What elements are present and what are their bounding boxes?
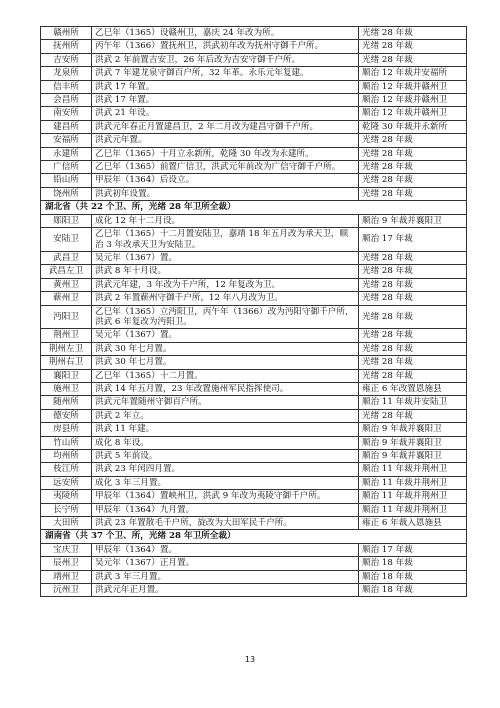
garrison-name: 武昌卫 (41, 251, 92, 264)
table-row (41, 265, 467, 278)
garrison-abolition: 顺治 11 年裁并荆州卫 (359, 503, 467, 516)
table-row (41, 369, 467, 382)
garrison-abolition: 光绪 28 年裁 (359, 161, 467, 174)
garrison-abolition: 光绪 28 年裁 (359, 27, 467, 40)
garrison-history: 洪武 14 年五月置，23 年改置施州军民指挥使司。 (92, 382, 359, 395)
garrison-table-body (41, 27, 467, 597)
garrison-name: 宝庆卫 (41, 543, 92, 556)
table-row (41, 120, 467, 133)
garrison-name: 竹山所 (41, 436, 92, 449)
table-row (41, 570, 467, 583)
garrison-name: 夷陵所 (41, 490, 92, 503)
garrison-name: 蕲州卫 (41, 292, 92, 305)
garrison-abolition: 顺治 18 年裁 (359, 570, 467, 583)
garrison-abolition: 顺治 9 年裁并襄阳卫 (359, 436, 467, 449)
garrison-abolition: 光绪 28 年裁 (359, 305, 467, 329)
table-row (41, 329, 467, 342)
garrison-history: 乙巳年（1365）前置广信卫，洪武元年前改为广信守御千户所。 (92, 161, 359, 174)
garrison-name: 辰州卫 (41, 557, 92, 570)
garrison-history: 洪武 8 年十月设。 (92, 265, 359, 278)
garrison-abolition: 光绪 28 年裁 (359, 409, 467, 422)
garrison-history: 洪武 23 年置散毛千户所，旋改为大田军民千户所。 (92, 517, 359, 530)
table-row (41, 305, 467, 329)
table-row (41, 161, 467, 174)
garrison-name: 吉安所 (41, 53, 92, 66)
table-row (41, 409, 467, 422)
garrison-name: 德安所 (41, 409, 92, 422)
garrison-abolition: 顺治 18 年裁 (359, 584, 467, 597)
garrison-history: 甲辰年（1364）置峡州卫，洪武 9 年改为夷陵守御千户所。 (92, 490, 359, 503)
garrison-history: 洪武 5 年前设。 (92, 450, 359, 463)
garrison-abolition: 光绪 28 年裁 (359, 187, 467, 200)
table-row (41, 147, 467, 160)
garrison-history: 洪武 17 年置。 (92, 80, 359, 93)
table-row (41, 67, 467, 80)
province-header-row (41, 201, 467, 214)
garrison-name: 荆州卫 (41, 329, 92, 342)
garrison-history: 洪武 21 年设。 (92, 107, 359, 120)
garrison-name: 铅山所 (41, 174, 92, 187)
table-row (41, 174, 467, 187)
garrison-name: 南安所 (41, 107, 92, 120)
table-row (41, 251, 467, 264)
garrison-history: 丙午年（1366）置抚州卫，洪武初年改为抚州守御千户所。 (92, 40, 359, 53)
garrison-history: 洪武元年置。 (92, 134, 359, 147)
garrison-name: 饶州所 (41, 187, 92, 200)
table-row (41, 214, 467, 227)
garrison-abolition: 雍正 6 年裁入恩施县 (359, 517, 467, 530)
garrison-name: 建昌所 (41, 120, 92, 133)
table-row (41, 396, 467, 409)
garrison-history: 洪武元年置随州守御百户所。 (92, 396, 359, 409)
garrison-history: 甲辰年（1364）后设立。 (92, 174, 359, 187)
table-row (41, 503, 467, 516)
garrison-history: 吴元年（1367）置。 (92, 251, 359, 264)
table-row (41, 80, 467, 93)
province-header-row (41, 530, 467, 543)
garrison-abolition: 光绪 28 年裁 (359, 251, 467, 264)
province-header: 湖南省（共 37 个卫、所，光绪 28 年卫所全裁） (41, 530, 467, 543)
garrison-abolition: 光绪 28 年裁 (359, 147, 467, 160)
garrison-abolition: 光绪 28 年裁 (359, 329, 467, 342)
garrison-abolition: 顺治 12 年裁并安福所 (359, 67, 467, 80)
garrison-history: 乙巳年（1365）十二月置。 (92, 369, 359, 382)
table-row (41, 228, 467, 252)
garrison-history: 洪武 3 年三月置。 (92, 570, 359, 583)
garrison-history: 乙巳年（1365）十月立永新所，乾隆 30 年改为永建所。 (92, 147, 359, 160)
garrison-name: 郧阳卫 (41, 214, 92, 227)
garrison-name: 枝江所 (41, 463, 92, 476)
table-row (41, 134, 467, 147)
table-row (41, 53, 467, 66)
garrison-history: 乙巳年（1365）立沔阳卫，丙午年（1366）改为沔阳守御千户所，洪武 6 年复改为沔阳卫。 (92, 305, 359, 329)
garrison-abolition: 顺治 12 年裁并赣州卫 (359, 107, 467, 120)
garrison-name: 襄阳卫 (41, 369, 92, 382)
garrison-name: 安福所 (41, 134, 92, 147)
garrison-history: 吴元年（1367）置。 (92, 329, 359, 342)
garrison-name: 荆州右卫 (41, 356, 92, 369)
garrison-history: 成化 8 年设。 (92, 436, 359, 449)
garrison-name: 广信所 (41, 161, 92, 174)
garrison-history: 洪武 23 年闰四月置。 (92, 463, 359, 476)
table-row (41, 356, 467, 369)
garrison-name: 永建所 (41, 147, 92, 160)
garrison-name: 靖州卫 (41, 570, 92, 583)
garrison-name: 房县所 (41, 423, 92, 436)
garrison-abolition: 光绪 28 年裁 (359, 356, 467, 369)
garrison-name: 沔阳卫 (41, 305, 92, 329)
garrison-abolition: 顺治 18 年裁 (359, 557, 467, 570)
garrison-abolition: 顺治 11 年裁并安陆卫 (359, 396, 467, 409)
garrison-abolition: 顺治 9 年裁并襄阳卫 (359, 423, 467, 436)
garrison-name: 龙泉所 (41, 67, 92, 80)
table-row (41, 584, 467, 597)
garrison-history: 洪武 11 年建。 (92, 423, 359, 436)
garrison-history: 洪武 2 年置蕲州守御千户所，12 年八月改为卫。 (92, 292, 359, 305)
garrison-history: 洪武 30 年七月置。 (92, 356, 359, 369)
garrison-name: 大田所 (41, 517, 92, 530)
table-row (41, 27, 467, 40)
table-row (41, 278, 467, 291)
garrison-abolition: 顺治 11 年裁并荆州卫 (359, 490, 467, 503)
garrison-abolition: 光绪 28 年裁 (359, 292, 467, 305)
garrison-name: 均州所 (41, 450, 92, 463)
garrison-abolition: 顺治 11 年裁并荆州卫 (359, 476, 467, 489)
garrison-abolition: 光绪 28 年裁 (359, 278, 467, 291)
garrison-name: 长宁所 (41, 503, 92, 516)
garrison-abolition: 光绪 28 年裁 (359, 369, 467, 382)
garrison-abolition: 光绪 28 年裁 (359, 134, 467, 147)
garrison-history: 洪武元年正月置。 (92, 584, 359, 597)
garrison-history: 洪武 7 年建龙泉守御百户所，32 年革。永乐元年复建。 (92, 67, 359, 80)
garrison-name: 施州卫 (41, 382, 92, 395)
garrison-abolition: 顺治 9 年裁并襄阳卫 (359, 450, 467, 463)
garrison-history: 洪武 2 年立。 (92, 409, 359, 422)
table-row (41, 187, 467, 200)
table-row (41, 423, 467, 436)
garrison-name: 黄州卫 (41, 278, 92, 291)
garrison-history: 洪武 30 年七月置。 (92, 342, 359, 355)
table-row (41, 292, 467, 305)
garrison-abolition: 顺治 9 年裁并襄阳卫 (359, 214, 467, 227)
garrison-abolition: 雍正 6 年改置恩施县 (359, 382, 467, 395)
garrison-abolition: 顺治 12 年裁并赣州卫 (359, 94, 467, 107)
garrison-history: 吴元年（1367）正月置。 (92, 557, 359, 570)
garrison-history: 成化 12 年十二月设。 (92, 214, 359, 227)
garrison-history: 洪武 2 年前置吉安卫，26 年后改为吉安守御千户所。 (92, 53, 359, 66)
garrison-history: 甲辰年（1364）九月置。 (92, 503, 359, 516)
table-row (41, 436, 467, 449)
garrison-abolition: 顺治 17 年裁 (359, 228, 467, 252)
garrison-history: 洪武元年春正月置建昌卫，2 年二月改为建昌守御千户所。 (92, 120, 359, 133)
garrison-abolition: 顺治 17 年裁 (359, 543, 467, 556)
garrison-name: 会昌所 (41, 94, 92, 107)
garrison-name: 抚州所 (41, 40, 92, 53)
table-row (41, 450, 467, 463)
garrison-history: 乙巳年（1365）十二月置安陆卫，嘉靖 18 年五月改为承天卫，顺治 3 年改承天卫为安陆卫。 (92, 228, 359, 252)
garrison-name: 赣州所 (41, 27, 92, 40)
table-row (41, 107, 467, 120)
garrison-abolition: 顺治 12 年裁并赣州卫 (359, 80, 467, 93)
province-header: 湖北省（共 22 个卫、所，光绪 28 年卫所全裁） (41, 201, 467, 214)
garrison-name: 沅州卫 (41, 584, 92, 597)
garrison-history: 甲辰年（1364）置。 (92, 543, 359, 556)
garrison-name: 安陆卫 (41, 228, 92, 252)
page-number: 13 (244, 655, 256, 664)
table-row (41, 382, 467, 395)
table-row (41, 94, 467, 107)
table-row (41, 40, 467, 53)
table-row (41, 557, 467, 570)
garrison-history: 乙巳年（1365）设赣州卫，嘉庆 24 年改为所。 (92, 27, 359, 40)
garrison-name: 荆州左卫 (41, 342, 92, 355)
garrison-history: 成化 3 年三月置。 (92, 476, 359, 489)
garrison-abolition: 光绪 28 年裁 (359, 53, 467, 66)
garrison-history: 洪武初年设置。 (92, 187, 359, 200)
table-row (41, 543, 467, 556)
table-row (41, 517, 467, 530)
garrison-name: 随州所 (41, 396, 92, 409)
garrison-history: 洪武 17 年置。 (92, 94, 359, 107)
garrison-name: 信丰所 (41, 80, 92, 93)
garrison-history: 洪武元年建，3 年改为千户所，12 年复改为卫。 (92, 278, 359, 291)
garrison-name: 远安所 (41, 476, 92, 489)
garrison-abolition: 光绪 28 年裁 (359, 265, 467, 278)
garrison-abolition: 光绪 28 年裁 (359, 40, 467, 53)
table-row (41, 463, 467, 476)
garrison-name: 武昌左卫 (41, 265, 92, 278)
garrison-abolition: 乾隆 30 年裁并永新所 (359, 120, 467, 133)
garrison-abolition: 顺治 11 年裁并荆州卫 (359, 463, 467, 476)
garrison-abolition: 光绪 28 年裁 (359, 174, 467, 187)
table-row (41, 476, 467, 489)
garrison-table (40, 26, 467, 597)
garrison-abolition: 光绪 28 年裁 (359, 342, 467, 355)
table-row (41, 342, 467, 355)
table-row (41, 490, 467, 503)
